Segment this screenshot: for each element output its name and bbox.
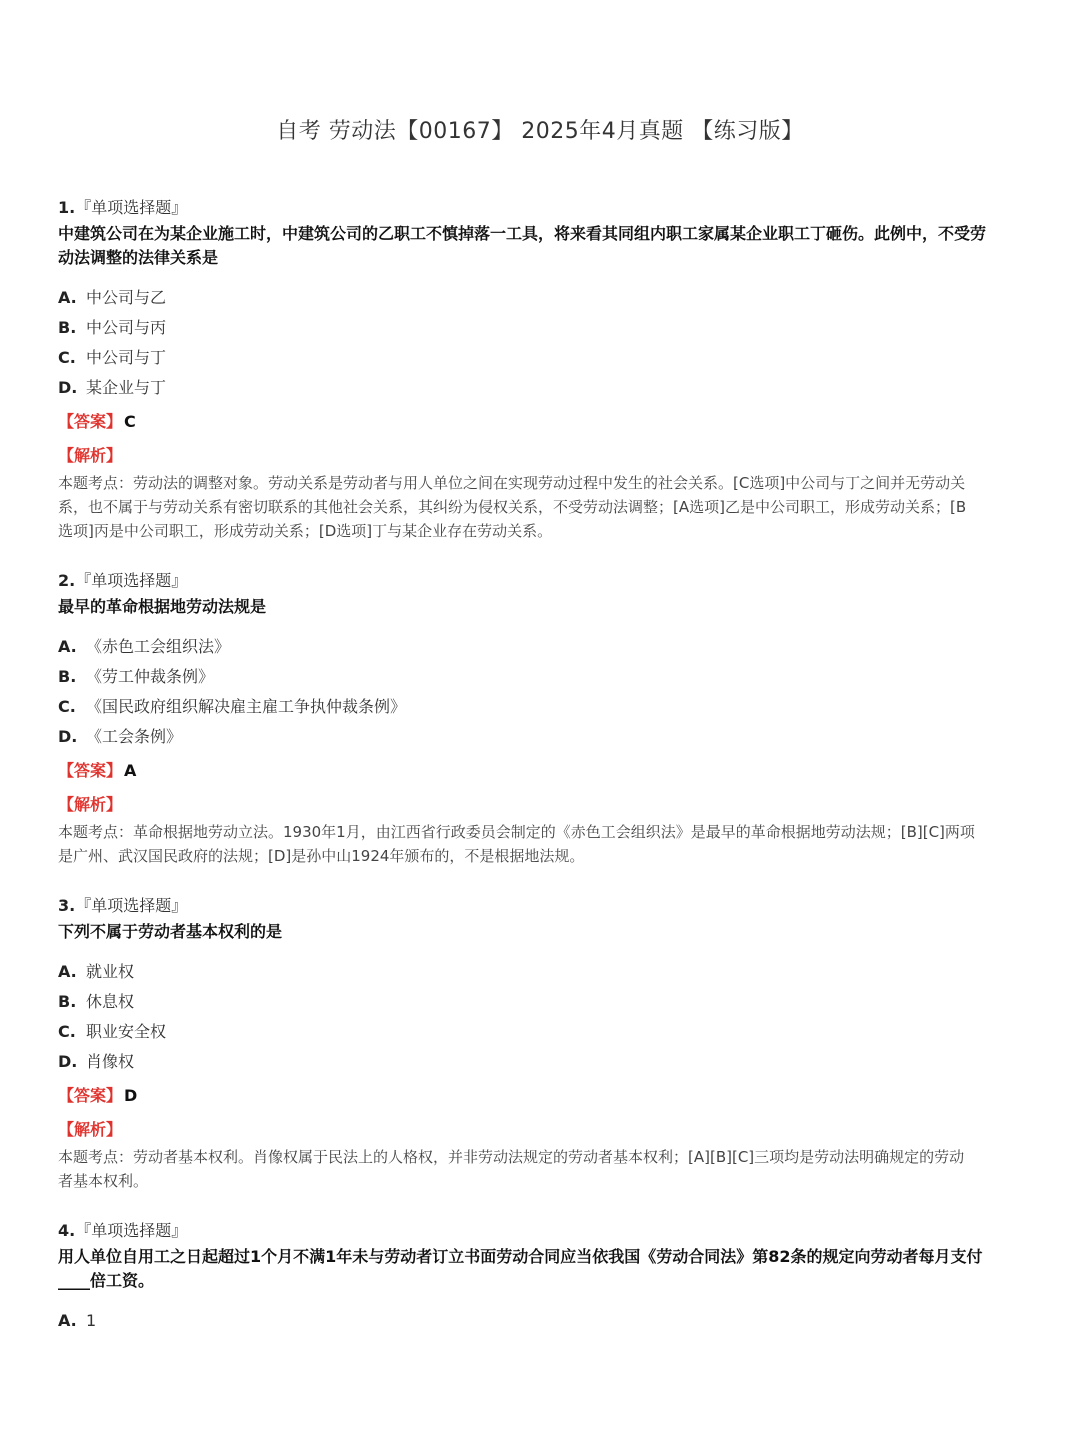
question-3: [58, 894, 998, 1193]
question-header: [58, 196, 998, 220]
answer-line: [58, 407, 998, 437]
option-text: 职业安全权: [86, 1022, 167, 1041]
option-text: 《赤色工会组织法》: [86, 637, 231, 656]
option-b: [58, 662, 998, 692]
option-list: [58, 283, 998, 403]
question-header: [58, 569, 998, 593]
question-1: [58, 196, 998, 543]
question-stem: 中建筑公司在为某企业施工时，中建筑公司的乙职工不慎掉落一工具，将来看其同组内职工家属某企业职工丁砸伤。此例中，不受劳动法调整的法律关系是: [58, 224, 987, 267]
option-c: [58, 692, 998, 722]
option-a: [58, 1306, 998, 1336]
option-list: [58, 957, 998, 1077]
option-letter: C.: [58, 697, 76, 716]
option-letter: A.: [58, 637, 77, 656]
question-number: 2.: [58, 571, 76, 590]
question-type: 『单项选择题』: [75, 1221, 188, 1240]
option-text: 肖像权: [86, 1052, 135, 1071]
option-b: [58, 313, 998, 343]
answer-line: [58, 1081, 998, 1111]
option-letter: B.: [58, 992, 77, 1011]
answer-tag: 【答案】: [58, 761, 123, 780]
option-text: 1: [86, 1311, 97, 1330]
option-text: 《工会条例》: [86, 727, 183, 746]
option-letter: B.: [58, 667, 77, 686]
answer-value: D: [124, 1086, 138, 1105]
option-a: [58, 283, 998, 313]
question-number: 4.: [58, 1221, 76, 1240]
question-type: 『单项选择题』: [75, 896, 188, 915]
option-c: [58, 1017, 998, 1047]
answer-value: A: [124, 761, 137, 780]
option-c: [58, 343, 998, 373]
option-letter: A.: [58, 288, 77, 307]
question-type: 『单项选择题』: [75, 571, 188, 590]
analysis-tag: 【解析】: [58, 446, 123, 465]
analysis-header: [58, 790, 998, 820]
option-text: 《国民政府组织解决雇主雇工争执仲裁条例》: [86, 697, 407, 716]
answer-line: [58, 756, 998, 786]
option-text: 中公司与丙: [86, 318, 167, 337]
option-letter: A.: [58, 1311, 77, 1330]
question-2: [58, 569, 998, 868]
option-letter: B.: [58, 318, 77, 337]
option-text: 《劳工仲裁条例》: [86, 667, 215, 686]
question-list: [58, 196, 998, 1362]
option-d: [58, 722, 998, 752]
option-b: [58, 987, 998, 1017]
option-list: [58, 1306, 998, 1336]
option-letter: D.: [58, 727, 78, 746]
question-stem: 最早的革命根据地劳动法规是: [58, 597, 267, 616]
question-4: [58, 1219, 998, 1336]
analysis-header: [58, 1115, 998, 1145]
answer-tag: 【答案】: [58, 412, 123, 431]
answer-value: C: [124, 412, 136, 431]
analysis-tag: 【解析】: [58, 795, 123, 814]
analysis-text: 本题考点：劳动者基本权利。肖像权属于民法上的人格权，并非劳动法规定的劳动者基本权利；[A][B][C]三项均是劳动法明确规定的劳动者基本权利。: [58, 1148, 965, 1190]
option-a: [58, 632, 998, 662]
option-letter: C.: [58, 348, 76, 367]
question-type: 『单项选择题』: [75, 198, 188, 217]
answer-tag: 【答案】: [58, 1086, 123, 1105]
option-d: [58, 1047, 998, 1077]
option-letter: C.: [58, 1022, 76, 1041]
option-text: 中公司与丁: [86, 348, 167, 367]
question-number: 3.: [58, 896, 76, 915]
analysis-tag: 【解析】: [58, 1120, 123, 1139]
option-text: 就业权: [86, 962, 135, 981]
question-stem: 用人单位自用工之日起超过1个月不满1年未与劳动者订立书面劳动合同应当依我国《劳动合同法》第82条的规定向劳动者每月支付____倍工资。: [58, 1247, 983, 1290]
option-letter: D.: [58, 378, 78, 397]
question-header: [58, 894, 998, 918]
option-list: [58, 632, 998, 752]
option-text: 某企业与丁: [86, 378, 167, 397]
page-title: 自考 劳动法【00167】 2025年4月真题 【练习版】: [276, 119, 804, 144]
question-stem: 下列不属于劳动者基本权利的是: [58, 922, 283, 941]
option-text: 中公司与乙: [86, 288, 167, 307]
option-letter: A.: [58, 962, 77, 981]
analysis-text: 本题考点：劳动法的调整对象。劳动关系是劳动者与用人单位之间在实现劳动过程中发生的社会关系。[C选项]中公司与丁之间并无劳动关系，也不属于与劳动关系有密切联系的其他社会关系，其纠纷为侵权关系，不受劳动法调整；[A选项]乙是中公司职工，形成劳动关系；[B选项]丙是中公司职工，形成劳动关系；[D选项]丁与某企业存在劳动关系。: [58, 474, 967, 540]
analysis-text: 本题考点：革命根据地劳动立法。1930年1月，由江西省行政委员会制定的《赤色工会组织法》是最早的革命根据地劳动法规；[B][C]两项是广州、武汉国民政府的法规；[D]是孙中山1924年颁布的，不是根据地法规。: [58, 823, 975, 865]
question-header: [58, 1219, 998, 1243]
option-d: [58, 373, 998, 403]
option-a: [58, 957, 998, 987]
option-letter: D.: [58, 1052, 78, 1071]
option-text: 休息权: [86, 992, 135, 1011]
question-number: 1.: [58, 198, 76, 217]
analysis-header: [58, 441, 998, 471]
